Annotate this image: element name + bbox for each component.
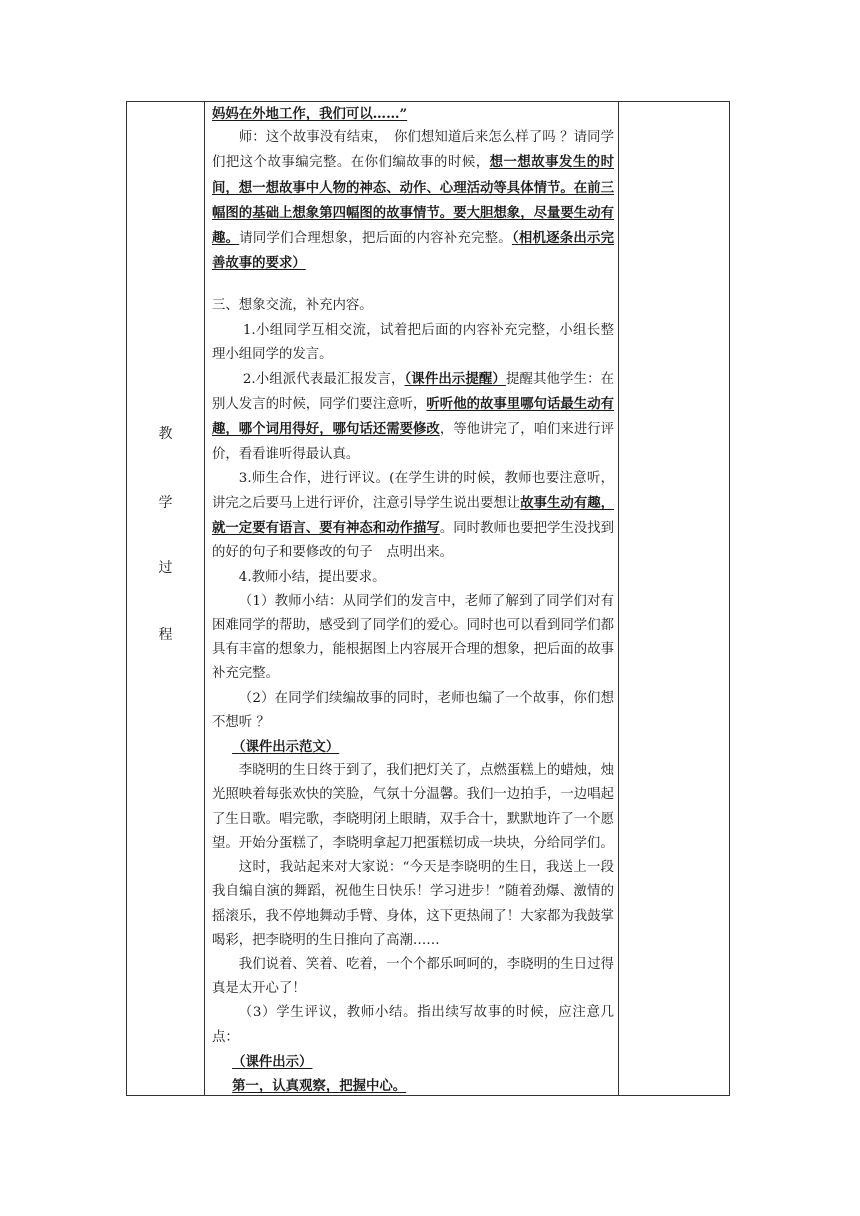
column-divider [204,102,205,1095]
row-label-char: 过 [158,560,173,576]
emphasis-text: （相机逐条出示完善故事的要求） [212,230,614,272]
column-divider [618,102,619,1095]
courseware-note: （课件出示范文） [232,739,340,756]
emphasis-text: （课件出示提醒） [404,371,506,388]
text-run: 3.师生合作，进行评议。(在学生讲的时候，教师也要注意听，讲完之后要马上进行评价，注意引导学生说出要想让 [212,470,614,512]
emphasis-text: 想一想故事发生的时间，想一想故事中人物的神态、动作、心理活动等具体情节。在前三幅图的基础上想象第四幅图的故事情节。要大胆想象，尽量要生动有趣。 [212,154,614,247]
courseware-note: （课件出示） [232,1053,313,1070]
text-run: 2.小组派代表最汇报发言， [242,372,405,388]
summary-paragraph: （2）在同学们续编故事的同时，老师也编了一个故事，你们想不想听 ？ [212,690,614,730]
step-item [212,367,614,467]
example-paragraph: 这时，我站起来对大家说：“今天是李晓明的生日，我送上一段 我自编自演的舞蹈，祝他生日快乐！学习进步！”随着劲爆、激情的摇滚乐，我不停地舞动手臂、身体，这下更热闹了！大家都为我鼓掌喝彩，把李晓明的生日推向了高潮…… [212,860,614,948]
example-paragraph: 我们说着、笑着、吃着，一个个都乐呵呵的，李晓明的生日过得真是太开心了！ [212,956,614,997]
row-label-column [127,102,204,1095]
lesson-content [212,102,614,1098]
text-run: 请同学们合理想象，把后面的内容补充完整。 [239,231,512,247]
requirement-item: 第一，认真观察，把握中心。 [232,1077,407,1094]
lesson-plan-table [126,101,730,1096]
teacher-paragraph [212,126,614,276]
row-label-char: 教 [158,426,173,442]
summary-paragraph: （1）教师小结：从同学们的发言中，老师了解到了同学们对有困难同学的帮助，感受到了同学们的爱心。同时也可以看到同学们都具有丰富的想象力，能根据图上内容展开合理的想象，把后面的故事补充完整。 [212,593,614,682]
text-run: 提醒其他学生：在别人发言的时候，同学们要注意听， [212,372,614,413]
text-run: ，等他讲完了，咱们来进行评价，看看谁听得最认真。 [212,422,615,462]
row-label-char: 程 [158,627,173,643]
text-run: 。同时教师也要把学生没找到的好的句子和要修改的句子 点明出来。 [212,521,615,561]
step-item [212,467,614,566]
row-label-char: 学 [158,495,173,511]
section-heading: 三、想象交流，补充内容。 [212,298,373,314]
summary-paragraph: （3）学生评议，教师小结。指出续写故事的时候，应注意几点： [212,1005,614,1045]
emphasis-text: 故事生动有趣，就一定要有语言、要有神态和动作描写 [212,495,615,537]
content-line: 妈妈在外地工作，我们可以……” [212,106,408,122]
text-run: 师：这个故事没有结束， 你们想知道后来怎么样了吗 ？请同学们把这个故事编完整。在你们编故事的时候， [212,130,614,171]
emphasis-text: 听听他的故事里哪句话最生动有趣，哪个词用得好，哪句话还需要修改 [212,396,615,438]
example-paragraph: 李晓明的生日终于到了，我们把灯关了，点燃蛋糕上的蜡烛，烛光照映着每张欢快的笑脸，气氛十分温馨。我们一边拍手，一边唱起了生日歌。唱完歌，李晓明闭上眼睛，双手合十，默默地许了一个愿望。开始分蛋糕了，李晓明拿起刀把蛋糕切成一块块，分给同学们。 [212,763,614,851]
step-item: 1.小组同学互相交流，试着把后面的内容补充完整，小组长整理小组同学的发言。 [212,322,614,362]
step-item: 4.教师小结，提出要求。 [238,569,386,585]
